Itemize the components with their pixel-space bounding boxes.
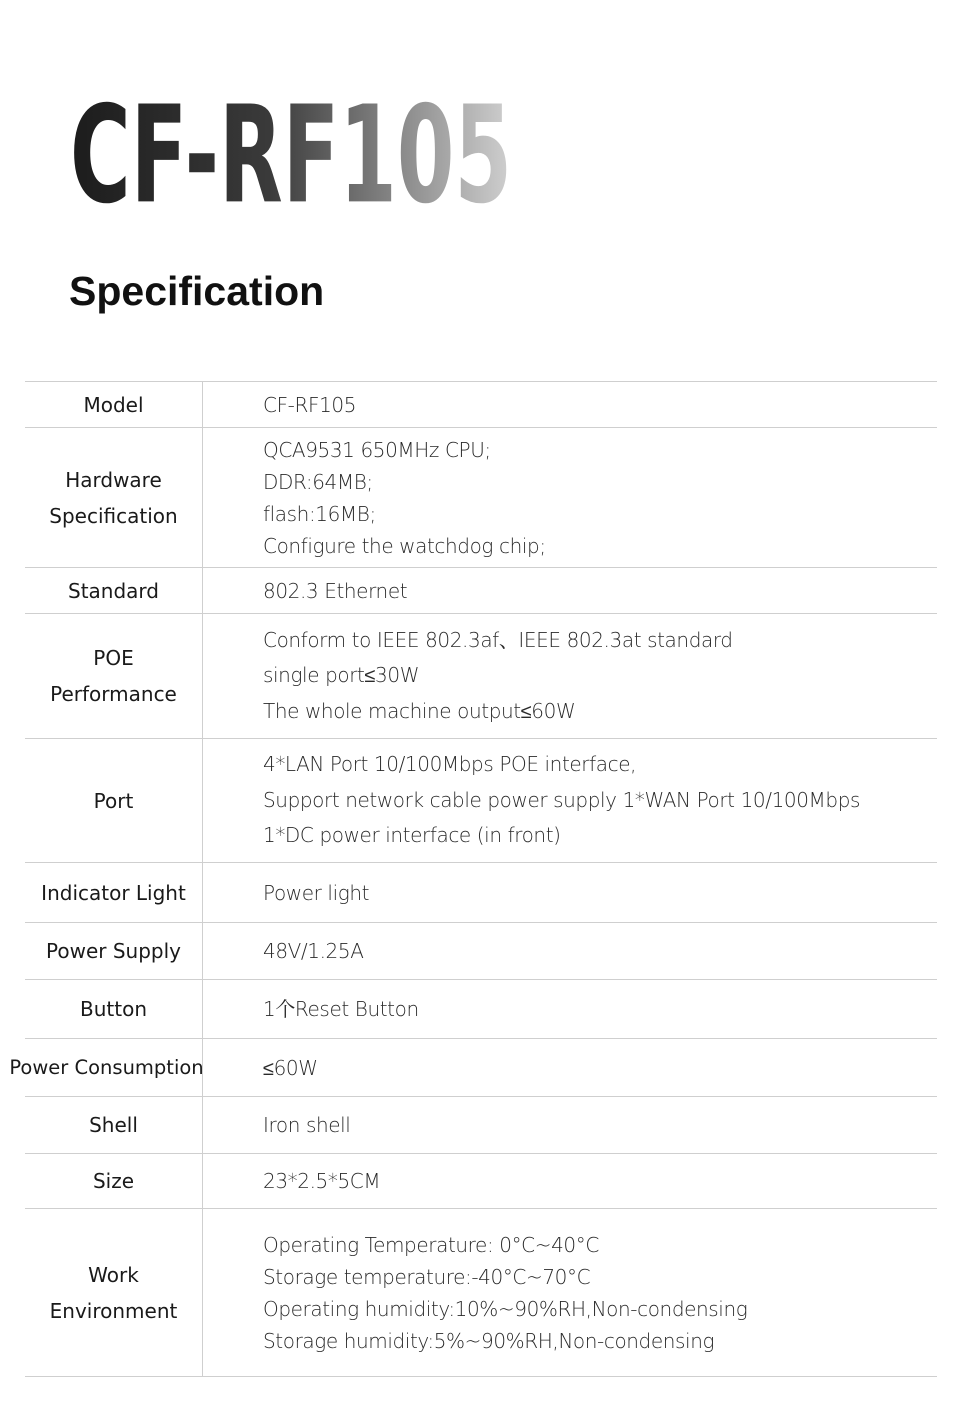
table-row bbox=[9, 1039, 937, 1097]
table-row bbox=[25, 923, 937, 980]
spec-value-line: Conform to IEEE 802.3af、IEEE 802.3at standard bbox=[263, 627, 733, 652]
spec-value bbox=[203, 428, 937, 567]
spec-value bbox=[203, 739, 937, 862]
spec-label-text bbox=[50, 640, 177, 712]
spec-label-line: Power Supply bbox=[46, 939, 181, 963]
spec-value-line: Operating humidity:10%~90%RH,Non-condensing bbox=[263, 1296, 748, 1321]
spec-label-text bbox=[80, 991, 147, 1027]
spec-label bbox=[11, 1039, 203, 1096]
spec-label-line: Shell bbox=[89, 1113, 138, 1137]
spec-value-line: 4*LAN Port 10/100Mbps POE interface, bbox=[263, 752, 637, 777]
spec-label-text bbox=[83, 387, 143, 423]
spec-value-line: 1*DC power interface (in front) bbox=[263, 823, 561, 848]
product-model-text: CF-RF105 bbox=[70, 76, 512, 234]
spec-label-text bbox=[46, 933, 181, 969]
spec-value bbox=[203, 923, 937, 979]
table-row bbox=[25, 980, 937, 1039]
spec-value-line: Storage temperature:-40°C~70°C bbox=[263, 1264, 591, 1289]
spec-value bbox=[203, 614, 937, 738]
spec-label-line: Hardware bbox=[65, 467, 162, 492]
spec-value-line: 802.3 Ethernet bbox=[263, 578, 408, 603]
spec-label-line: Power Consumption bbox=[9, 1055, 204, 1079]
spec-label-line: Button bbox=[80, 997, 147, 1021]
spec-value-line: CF-RF105 bbox=[263, 392, 357, 417]
table-row bbox=[25, 739, 937, 863]
spec-label-line: Specification bbox=[49, 503, 178, 528]
spec-label-line: Work bbox=[88, 1262, 139, 1287]
spec-value-line: Power light bbox=[263, 880, 370, 905]
spec-label-line: Size bbox=[92, 1169, 135, 1193]
table-row bbox=[25, 863, 937, 923]
spec-value bbox=[203, 980, 937, 1038]
spec-label-text bbox=[50, 1257, 178, 1329]
table-row bbox=[25, 428, 937, 568]
spec-label-line: Environment bbox=[49, 1298, 178, 1323]
spec-value bbox=[203, 1039, 937, 1096]
spec-label bbox=[25, 382, 203, 427]
spec-label bbox=[25, 1097, 203, 1153]
table-row bbox=[25, 1154, 937, 1209]
spec-value-line: flash:16MB; bbox=[263, 501, 376, 526]
spec-label-text bbox=[41, 875, 186, 911]
spec-value bbox=[203, 863, 937, 922]
spec-label bbox=[25, 739, 203, 862]
spec-value bbox=[203, 1154, 937, 1208]
spec-value bbox=[203, 382, 937, 427]
spec-value-line: Configure the watchdog chip; bbox=[263, 533, 546, 558]
spec-label bbox=[25, 614, 203, 738]
spec-label-text bbox=[68, 573, 159, 609]
spec-label-line: Port bbox=[93, 788, 134, 813]
spec-label-text bbox=[9, 1050, 203, 1086]
table-row bbox=[25, 1097, 937, 1154]
spec-value-line: 23*2.5*5CM bbox=[263, 1169, 381, 1193]
spec-label bbox=[25, 1209, 203, 1376]
table-row bbox=[25, 568, 937, 614]
spec-value-line: Iron shell bbox=[263, 1113, 351, 1137]
spec-table bbox=[9, 381, 937, 1377]
spec-label-text bbox=[89, 1107, 138, 1143]
spec-label bbox=[25, 568, 203, 613]
spec-label bbox=[25, 863, 203, 922]
spec-label bbox=[25, 980, 203, 1038]
spec-value bbox=[203, 1097, 937, 1153]
table-row bbox=[25, 1209, 937, 1377]
spec-label bbox=[25, 923, 203, 979]
spec-label-line: POE bbox=[93, 646, 134, 670]
spec-value-line: Operating Temperature: 0°C~40°C bbox=[263, 1232, 599, 1257]
spec-label bbox=[25, 428, 203, 567]
spec-value-line: Support network cable power supply 1*WAN Port 10/100Mbps bbox=[263, 787, 861, 812]
spec-label-line: Performance bbox=[50, 682, 177, 706]
spec-value bbox=[203, 1209, 937, 1376]
spec-value-line: single port≤30W bbox=[263, 663, 420, 688]
table-row bbox=[25, 382, 937, 428]
spec-value-line: QCA9531 650MHz CPU; bbox=[263, 437, 491, 462]
spec-value-line: DDR:64MB; bbox=[263, 469, 373, 494]
table-row bbox=[25, 614, 937, 739]
spec-label-text bbox=[94, 783, 134, 819]
spec-label-line: Standard bbox=[68, 578, 159, 603]
spec-label-line: Model bbox=[83, 392, 144, 417]
product-model-title bbox=[70, 76, 530, 234]
spec-value-line: The whole machine output≤60W bbox=[263, 698, 576, 723]
spec-label-line: Indicator Light bbox=[41, 880, 186, 905]
spec-label-text bbox=[93, 1163, 134, 1199]
spec-value-line: 48V/1.25A bbox=[263, 939, 364, 963]
spec-label bbox=[25, 1154, 203, 1208]
spec-value-line: 1个Reset Button bbox=[263, 997, 419, 1021]
spec-value-line: Storage humidity:5%~90%RH,Non-condensing bbox=[263, 1328, 715, 1353]
page-title: Specification bbox=[69, 268, 325, 314]
spec-value-line: ≤60W bbox=[263, 1055, 318, 1080]
spec-label-text bbox=[49, 462, 177, 534]
spec-value bbox=[203, 568, 937, 613]
